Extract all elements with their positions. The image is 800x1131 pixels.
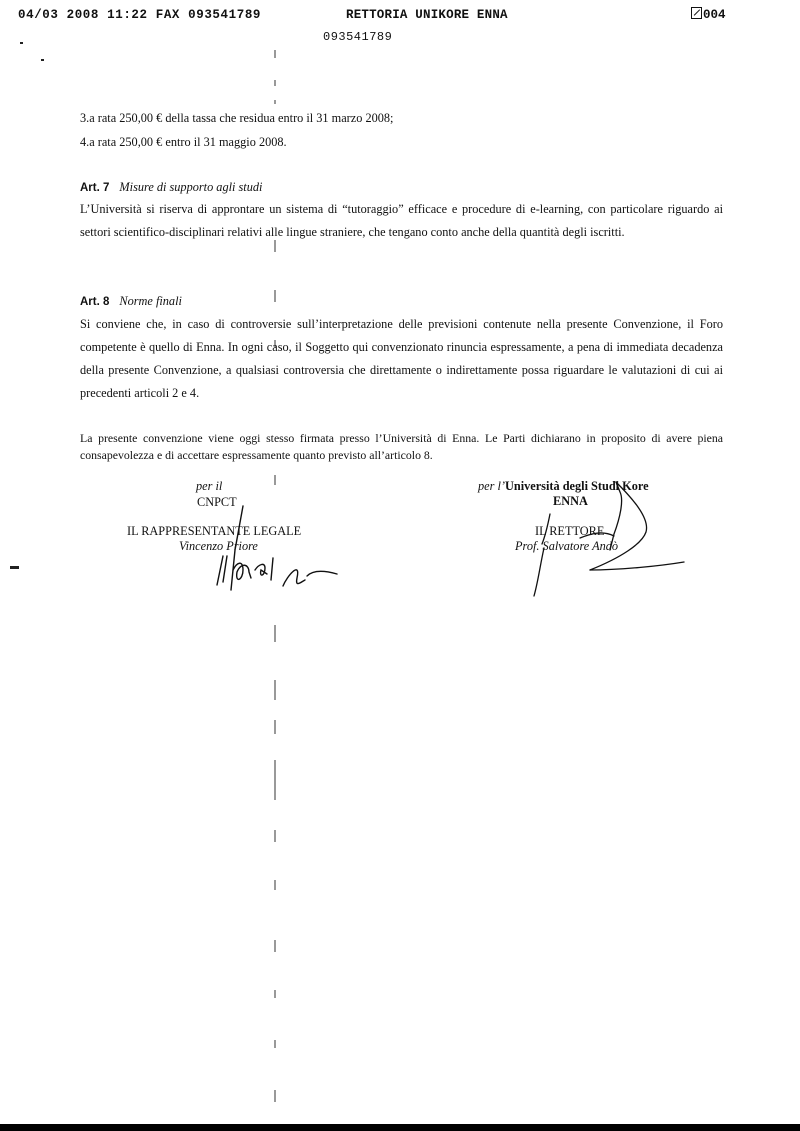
fax-page-number: 004	[703, 8, 726, 22]
right-signature-role: IL RETTORE	[535, 524, 605, 538]
scan-speck	[10, 566, 19, 569]
left-signature-name: Vincenzo Priore	[179, 539, 258, 553]
right-signature-per: per l’	[478, 479, 505, 493]
right-signature-org: Università degli Studi Kore	[504, 479, 649, 493]
article-7-number: Art. 7	[80, 182, 110, 194]
left-signature-role: IL RAPPRESENTANTE LEGALE	[127, 524, 302, 538]
left-signature-org: CNPCT	[197, 495, 237, 509]
scan-speck	[20, 42, 23, 44]
right-handwritten-signature	[520, 478, 690, 598]
scan-bottom-edge	[0, 1124, 800, 1131]
left-signature-per: per il	[196, 479, 223, 493]
fax-page-box-icon	[691, 7, 702, 19]
right-signature-city: ENNA	[553, 494, 588, 508]
left-handwritten-signature	[205, 500, 345, 600]
fax-header-datetime: 04/03 2008 11:22 FAX 093541789	[18, 8, 262, 22]
article-7-title: Misure di supporto agli studi	[119, 180, 263, 194]
article-8-number: Art. 8	[80, 296, 110, 308]
closing-statement: La presente convenzione viene oggi stesso firmata presso l’Università di Enna. Le Parti dichiarano in proposito di avere piena consapevolezza e di accettare espressamente quanto previsto all’articolo 8.	[80, 431, 723, 462]
right-signature-name: Prof. Salvatore Andò	[515, 539, 619, 553]
fax-header-sender: RETTORIA UNIKORE ENNA	[346, 8, 508, 22]
article-8-title: Norme finali	[119, 294, 182, 308]
article-8-body: Si conviene che, in caso di controversie sull’interpretazione delle previsioni contenute nella presente Convenzione, il Foro competente è quello di Enna. In ogni caso, il Soggetto qui convenzionato rinuncia espressamente, a pena di immediata decadenza della presente Convenzione, a qualsiasi controversia che direttamente o indirettamente possa riguardare le valutazioni di cui ai precedenti articoli 2 e 4.	[80, 317, 723, 400]
article-7-heading	[80, 180, 262, 195]
installment-3: 3.a rata 250,00 € della tassa che residua entro il 31 marzo 2008;	[80, 111, 394, 125]
installment-4: 4.a rata 250,00 € entro il 31 maggio 2008.	[80, 135, 287, 149]
fax-header-phone: 093541789	[323, 30, 393, 44]
article-8-heading	[80, 294, 182, 309]
scan-speck	[41, 59, 44, 61]
fax-header-page	[691, 7, 726, 22]
article-7-body: L’Università si riserva di approntare un sistema di “tutoraggio” efficace e procedure di e-learning, con particolare riguardo ai settori scientifico-disciplinari relativi alle lingue straniere, che tengano conto anche della quantità degli iscritti.	[80, 202, 723, 239]
